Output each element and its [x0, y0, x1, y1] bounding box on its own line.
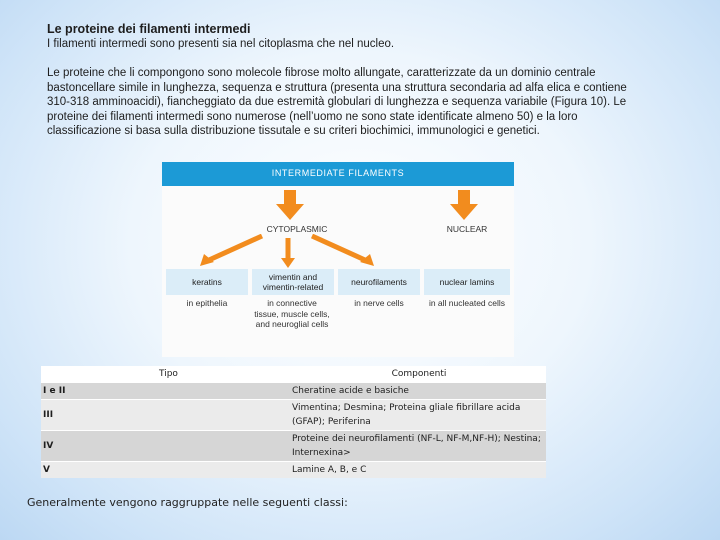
table-row	[41, 430, 546, 461]
body-paragraph: Le proteine che li compongono sono molecole fibrose molto allungate, caratterizzate da un dominio centrale bastoncellare simile in lunghezza, sequenza e struttura (presenta una struttura secondaria ad alfa elica e contiene 310-318 amminoacidi), fiancheggiato da due estremità globulari di lunghezza e sequenza variabile (Figura 10). Le proteine dei filamenti intermedi sono numerose (nell’uomo ne sono state identificate almeno 50) e la loro classificazione si basa sulla distribuzione tissutale e su criteri biochimici, immunologici e genetici.	[47, 67, 627, 138]
arrow-to-cytoplasmic-icon	[276, 190, 304, 220]
intro-text: I filamenti intermedi sono presenti sia nel citoplasma che nel nucleo.	[47, 38, 395, 50]
figure-header: INTERMEDIATE FILAMENTS	[162, 162, 514, 186]
table-header-row	[41, 366, 546, 382]
box-nuclear-lamins: nuclear lamins	[424, 269, 510, 295]
nuclear-label: NUCLEAR	[446, 224, 488, 234]
table-cell-type: I e II	[41, 383, 289, 399]
tissue-epithelia: in epithelia	[186, 298, 228, 308]
footer-text: Generalmente vengono raggruppate nelle seguenti classi:	[27, 496, 348, 509]
tissue-connective: in connective tissue, muscle cells, and neuroglial cells	[254, 298, 330, 329]
table-cell-type: IV	[41, 431, 289, 461]
header-componenti: Componenti	[289, 366, 546, 382]
header-tipo: Tipo	[41, 366, 289, 382]
box-vimentin: vimentin and vimentin-related	[252, 269, 334, 295]
table-cell-components: Proteine dei neurofilamenti (NF-L, NF-M,NF-H); Nestina; Internexina>	[289, 431, 546, 461]
table-row	[41, 399, 546, 430]
tissue-nucleated: in all nucleated cells	[428, 298, 506, 308]
intermediate-filaments-figure	[162, 162, 514, 357]
cytoplasmic-label: CYTOPLASMIC	[266, 224, 328, 234]
arrow-to-nuclear-icon	[450, 190, 478, 220]
slide-title: Le proteine dei filamenti intermedi	[47, 22, 251, 36]
box-keratins: keratins	[166, 269, 248, 295]
table-cell-components: Vimentina; Desmina; Proteina gliale fibrillare acida (GFAP); Periferina	[289, 400, 546, 430]
table-cell-type: V	[41, 462, 289, 478]
table-cell-components: Lamine A, B, e C	[289, 462, 546, 478]
box-neurofilaments: neurofilaments	[338, 269, 420, 295]
tissue-nerve: in nerve cells	[354, 298, 404, 308]
table-cell-type: III	[41, 400, 289, 430]
classification-table	[41, 366, 546, 478]
table-row	[41, 461, 546, 478]
table-row	[41, 382, 546, 399]
table-cell-components: Cheratine acide e basiche	[289, 383, 546, 399]
arrow-to-keratins-icon	[162, 234, 514, 270]
